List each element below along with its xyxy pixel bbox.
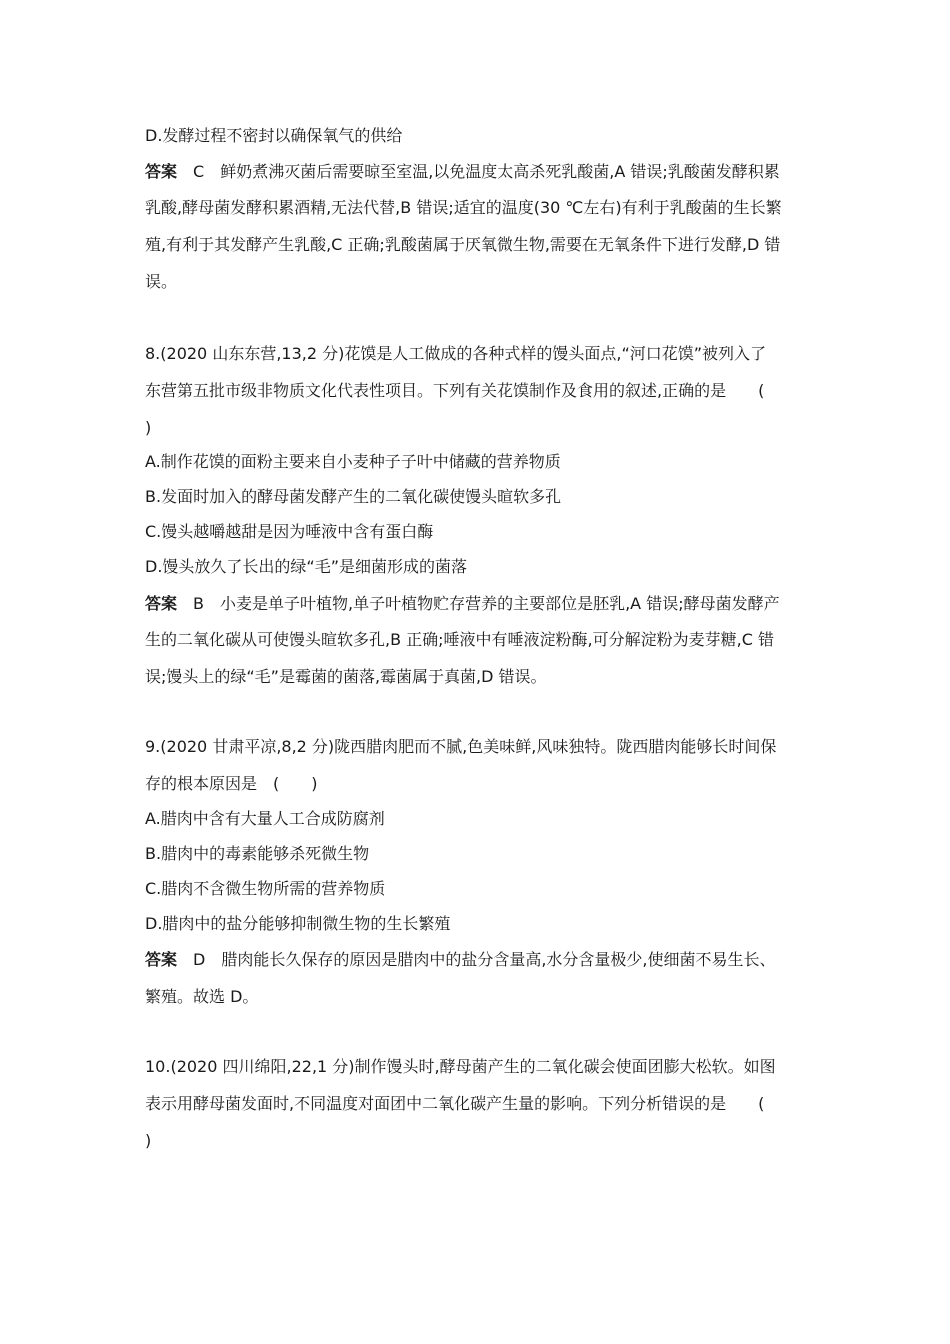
q8-stem-line: ): [145, 418, 152, 437]
q7-explanation-line: 乳酸,酵母菌发酵积累酒精,无法代替,B 错误;适宜的温度(30 ℃左右)有利于乳酸菌的生长繁: [145, 198, 782, 217]
q7-explanation-line: 殖,有利于其发酵产生乳酸,C 正确;乳酸菌属于厌氧微生物,需要在无氧条件下进行发酵,D 错: [145, 235, 781, 254]
q7-option-d: D.发酵过程不密封以确保氧气的供给: [145, 126, 403, 145]
q7-explanation-line: 误。: [145, 272, 178, 291]
q9-answer-letter: D: [193, 950, 206, 969]
q9-option-c: C.腊肉不含微生物所需的营养物质: [145, 879, 386, 898]
q8-option-c: C.馒头越嚼越甜是因为唾液中含有蛋白酶: [145, 522, 434, 541]
q8-answer-letter: B: [193, 594, 204, 613]
q7-answer-line: [145, 162, 780, 182]
q7-answer-label: 答案: [145, 162, 178, 181]
q9-option-d: D.腊肉中的盐分能够抑制微生物的生长繁殖: [145, 914, 451, 933]
q9-stem-line: 9.(2020 甘肃平凉,8,2 分)陇西腊肉肥而不腻,色美味鲜,风味独特。陇西腊肉能够长时间保: [145, 737, 777, 756]
q8-stem-line: 东营第五批市级非物质文化代表性项目。下列有关花馍制作及食用的叙述,正确的是 (: [145, 381, 765, 400]
q9-answer-line: [145, 950, 776, 970]
q9-explanation-line: 繁殖。故选 D。: [145, 987, 259, 1006]
q10-stem-line: 表示用酵母菌发面时,不同温度对面团中二氧化碳产生量的影响。下列分析错误的是 (: [145, 1094, 765, 1113]
q7-answer-letter: C: [193, 162, 205, 181]
q8-option-a: A.制作花馍的面粉主要来自小麦种子子叶中储藏的营养物质: [145, 452, 561, 471]
q9-stem-line: 存的根本原因是 ( ): [145, 774, 318, 793]
q8-answer-line: [145, 594, 780, 614]
q9-option-b: B.腊肉中的毒素能够杀死微生物: [145, 844, 370, 863]
q8-explanation-line: 误;馒头上的绿“毛”是霉菌的菌落,霉菌属于真菌,D 错误。: [145, 667, 547, 686]
q8-explanation-line: 生的二氧化碳从可使馒头暄软多孔,B 正确;唾液中有唾液淀粉酶,可分解淀粉为麦芽糖,C 错: [145, 630, 774, 649]
q7-explanation-line: 鲜奶煮沸灭菌后需要晾至室温,以免温度太高杀死乳酸菌,A 错误;乳酸菌发酵积累: [220, 162, 780, 181]
q8-explanation-line: 小麦是单子叶植物,单子叶植物贮存营养的主要部位是胚乳,A 错误;酵母菌发酵产: [220, 594, 780, 613]
q8-stem-line: 8.(2020 山东东营,13,2 分)花馍是人工做成的各种式样的馒头面点,“河口花馍”被列入了: [145, 344, 767, 363]
q9-explanation-line: 腊肉能长久保存的原因是腊肉中的盐分含量高,水分含量极少,使细菌不易生长、: [221, 950, 776, 969]
q8-option-b: B.发面时加入的酵母菌发酵产生的二氧化碳使馒头暄软多孔: [145, 487, 562, 506]
q8-option-d: D.馒头放久了长出的绿“毛”是细菌形成的菌落: [145, 557, 467, 576]
q8-answer-label: 答案: [145, 594, 178, 613]
q9-answer-label: 答案: [145, 950, 178, 969]
q9-option-a: A.腊肉中含有大量人工合成防腐剂: [145, 809, 385, 828]
q10-stem-line: 10.(2020 四川绵阳,22,1 分)制作馒头时,酵母菌产生的二氧化碳会使面团膨大松软。如图: [145, 1057, 776, 1076]
q10-stem-line: ): [145, 1131, 152, 1150]
